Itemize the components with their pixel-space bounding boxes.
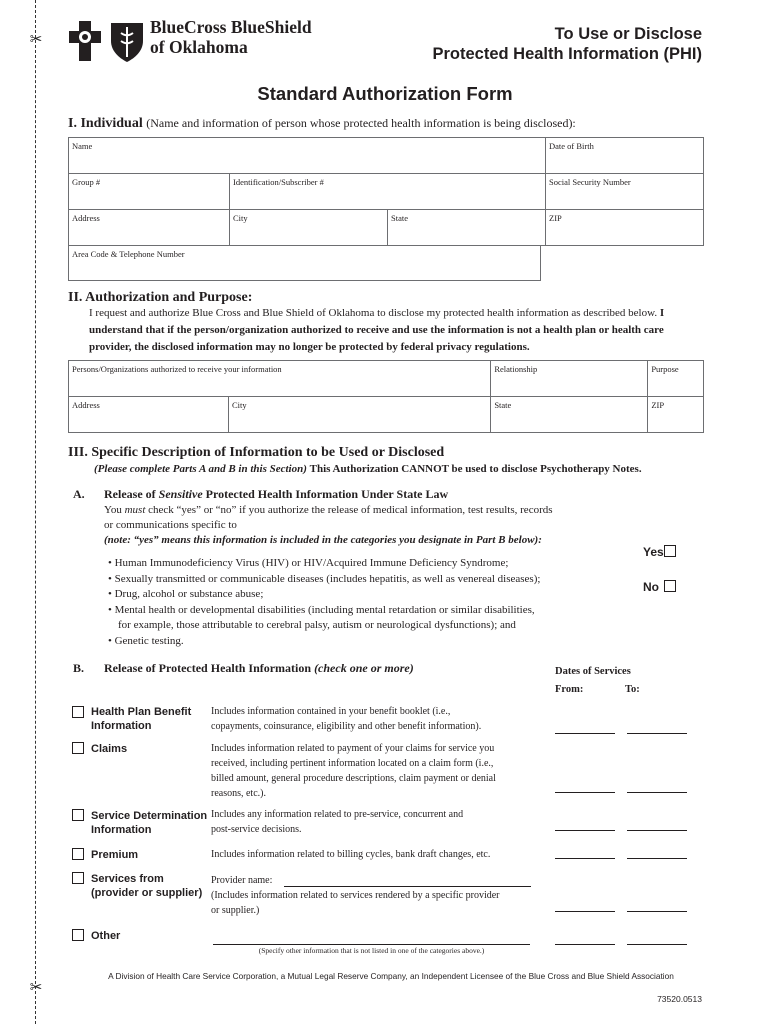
health-plan-benefit-description: Includes information contained in your benefit booklet (i.e., copayments, coinsurance, eligibility and other benefit information). xyxy=(211,706,482,732)
list-item: • Genetic testing. xyxy=(108,634,184,647)
to-date-line[interactable] xyxy=(627,911,687,912)
service-determination-label: Service Determination Information xyxy=(91,810,208,836)
section-3-note: (Please complete Parts A and B in this Section) This Authorization CANNOT be used to disclose Psychotherapy Notes. xyxy=(94,463,642,475)
to-date-line[interactable] xyxy=(627,792,687,793)
other-label: Other xyxy=(91,930,121,942)
dates-of-services-label: Dates of Services xyxy=(555,666,631,677)
no-checkbox[interactable] xyxy=(664,580,676,592)
yes-label: Yes xyxy=(643,545,664,559)
ssn-field[interactable]: Social Security Number xyxy=(546,174,704,210)
services-from-provider-label: Services from (provider or supplier) xyxy=(91,873,203,899)
from-date-line[interactable] xyxy=(555,733,615,734)
other-checkbox[interactable] xyxy=(72,929,84,941)
no-label: No xyxy=(643,580,659,594)
premium-label: Premium xyxy=(91,849,139,861)
part-a-letter: A. xyxy=(73,487,85,501)
persons-authorized-field[interactable]: Persons/Organizations authorized to receive your information xyxy=(69,361,491,397)
section-2-heading: II. Authorization and Purpose: xyxy=(68,290,253,305)
from-date-line[interactable] xyxy=(555,858,615,859)
to-label: To: xyxy=(625,684,640,695)
health-plan-benefit-label: Health Plan Benefit Information xyxy=(91,706,192,732)
from-date-line[interactable] xyxy=(555,792,615,793)
list-item: • Human Immunodeficiency Virus (HIV) or HIV/Acquired Immune Deficiency Syndrome; xyxy=(108,557,509,569)
page-title: Standard Authorization Form xyxy=(257,83,513,104)
from-date-line[interactable] xyxy=(555,944,615,945)
list-item: • Mental health or developmental disabilities (including mental retardation or similar disabilities, xyxy=(108,603,535,616)
from-date-line[interactable] xyxy=(555,830,615,831)
document-purpose: To Use or Disclose Protected Health Information (PHI) xyxy=(432,25,702,63)
recipient-state-field[interactable]: State xyxy=(491,397,648,433)
group-field[interactable]: Group # xyxy=(69,174,230,210)
list-item-continuation: for example, those attributable to cerebral palsy, autism or neurological dysfunctions); and xyxy=(118,619,516,631)
other-info-note: (Specify other information that is not listed in one of the categories above.) xyxy=(258,946,485,955)
claims-checkbox[interactable] xyxy=(72,742,84,754)
part-a-instructions: You must check “yes” or “no” if you authorize the release of medical information, test results, records or communications specific to (note: “yes” means this information is included in the categories you designate in Part B below): xyxy=(104,504,553,546)
recipient-address-field[interactable]: Address xyxy=(69,397,229,433)
section-3-heading: III. Specific Description of Information to be Used or Disclosed xyxy=(68,445,445,460)
recipient-zip-field[interactable]: ZIP xyxy=(648,397,704,433)
scissors-icon: ✂ xyxy=(29,980,43,996)
to-date-line[interactable] xyxy=(627,858,687,859)
claims-label: Claims xyxy=(91,743,128,755)
part-b-title: Release of Protected Health Information (check one or more) xyxy=(104,661,414,675)
to-date-line[interactable] xyxy=(627,733,687,734)
form-number: 73520.0513 xyxy=(657,994,702,1004)
recipient-city-field[interactable]: City xyxy=(229,397,491,433)
purpose-field[interactable]: Purpose xyxy=(648,361,704,397)
yes-checkbox[interactable] xyxy=(664,545,676,557)
sensitive-info-list xyxy=(108,556,628,649)
to-date-line[interactable] xyxy=(627,944,687,945)
footer-division: A Division of Health Care Service Corporation, a Mutual Legal Reserve Company, an Independent Licensee of the Blue Cross and Blue Shield Association xyxy=(108,971,674,981)
to-date-line[interactable] xyxy=(627,830,687,831)
blue-cross-logo-icon xyxy=(67,19,103,63)
dob-field[interactable]: Date of Birth xyxy=(546,138,704,174)
cut-line xyxy=(35,0,36,1024)
health-plan-benefit-checkbox[interactable] xyxy=(72,706,84,718)
authorization-statement: I request and authorize Blue Cross and Blue Shield of Oklahoma to disclose my protected health information as described below. I understand that if the person/organization authorized to receive and use the information is not a health plan or health care provider, the disclosed information may no longer be protected by federal privacy regulations. xyxy=(89,307,665,353)
organization-name: BlueCross BlueShield of Oklahoma xyxy=(150,17,312,57)
relationship-field[interactable]: Relationship xyxy=(491,361,648,397)
part-b-letter: B. xyxy=(73,661,85,675)
state-field[interactable]: State xyxy=(387,210,545,246)
services-from-provider-checkbox[interactable] xyxy=(72,872,84,884)
provider-name-line[interactable] xyxy=(284,886,531,887)
recipient-info-table xyxy=(68,360,704,433)
from-date-line[interactable] xyxy=(555,911,615,912)
blue-shield-logo-icon xyxy=(109,19,145,63)
list-item: • Drug, alcohol or substance abuse; xyxy=(108,588,264,600)
zip-field[interactable]: ZIP xyxy=(546,210,704,246)
service-determination-checkbox[interactable] xyxy=(72,809,84,821)
section-1-heading: I. Individual (Name and information of person whose protected health information is being disclosed): xyxy=(68,116,576,131)
claims-description: Includes information related to payment of your claims for service you received, including pertinent information located on a claim form (i.e., billed amount, general procedure descriptions, claim payment or denial reasons, etc.). xyxy=(211,743,496,799)
individual-info-table xyxy=(68,137,704,281)
city-field[interactable]: City xyxy=(230,210,388,246)
name-field[interactable]: Name xyxy=(69,138,546,174)
premium-checkbox[interactable] xyxy=(72,848,84,860)
premium-description: Includes information related to billing cycles, bank draft changes, etc. xyxy=(211,849,491,860)
subscriber-id-field[interactable]: Identification/Subscriber # xyxy=(230,174,546,210)
scissors-icon: ✂ xyxy=(29,32,43,48)
from-label: From: xyxy=(555,684,584,695)
phone-field[interactable]: Area Code & Telephone Number xyxy=(69,246,541,281)
list-item: • Sexually transmitted or communicable diseases (includes hepatitis, as well as venereal diseases); xyxy=(108,572,541,585)
service-determination-description: Includes any information related to pre-service, concurrent and post-service decisions. xyxy=(211,809,464,835)
part-a-title: Release of Sensitive Protected Health Information Under State Law xyxy=(104,487,449,501)
other-info-line[interactable] xyxy=(213,944,530,945)
address-field[interactable]: Address xyxy=(69,210,230,246)
services-from-provider-description: Provider name: (Includes information related to services rendered by a specific provider or supplier.) xyxy=(211,875,500,916)
